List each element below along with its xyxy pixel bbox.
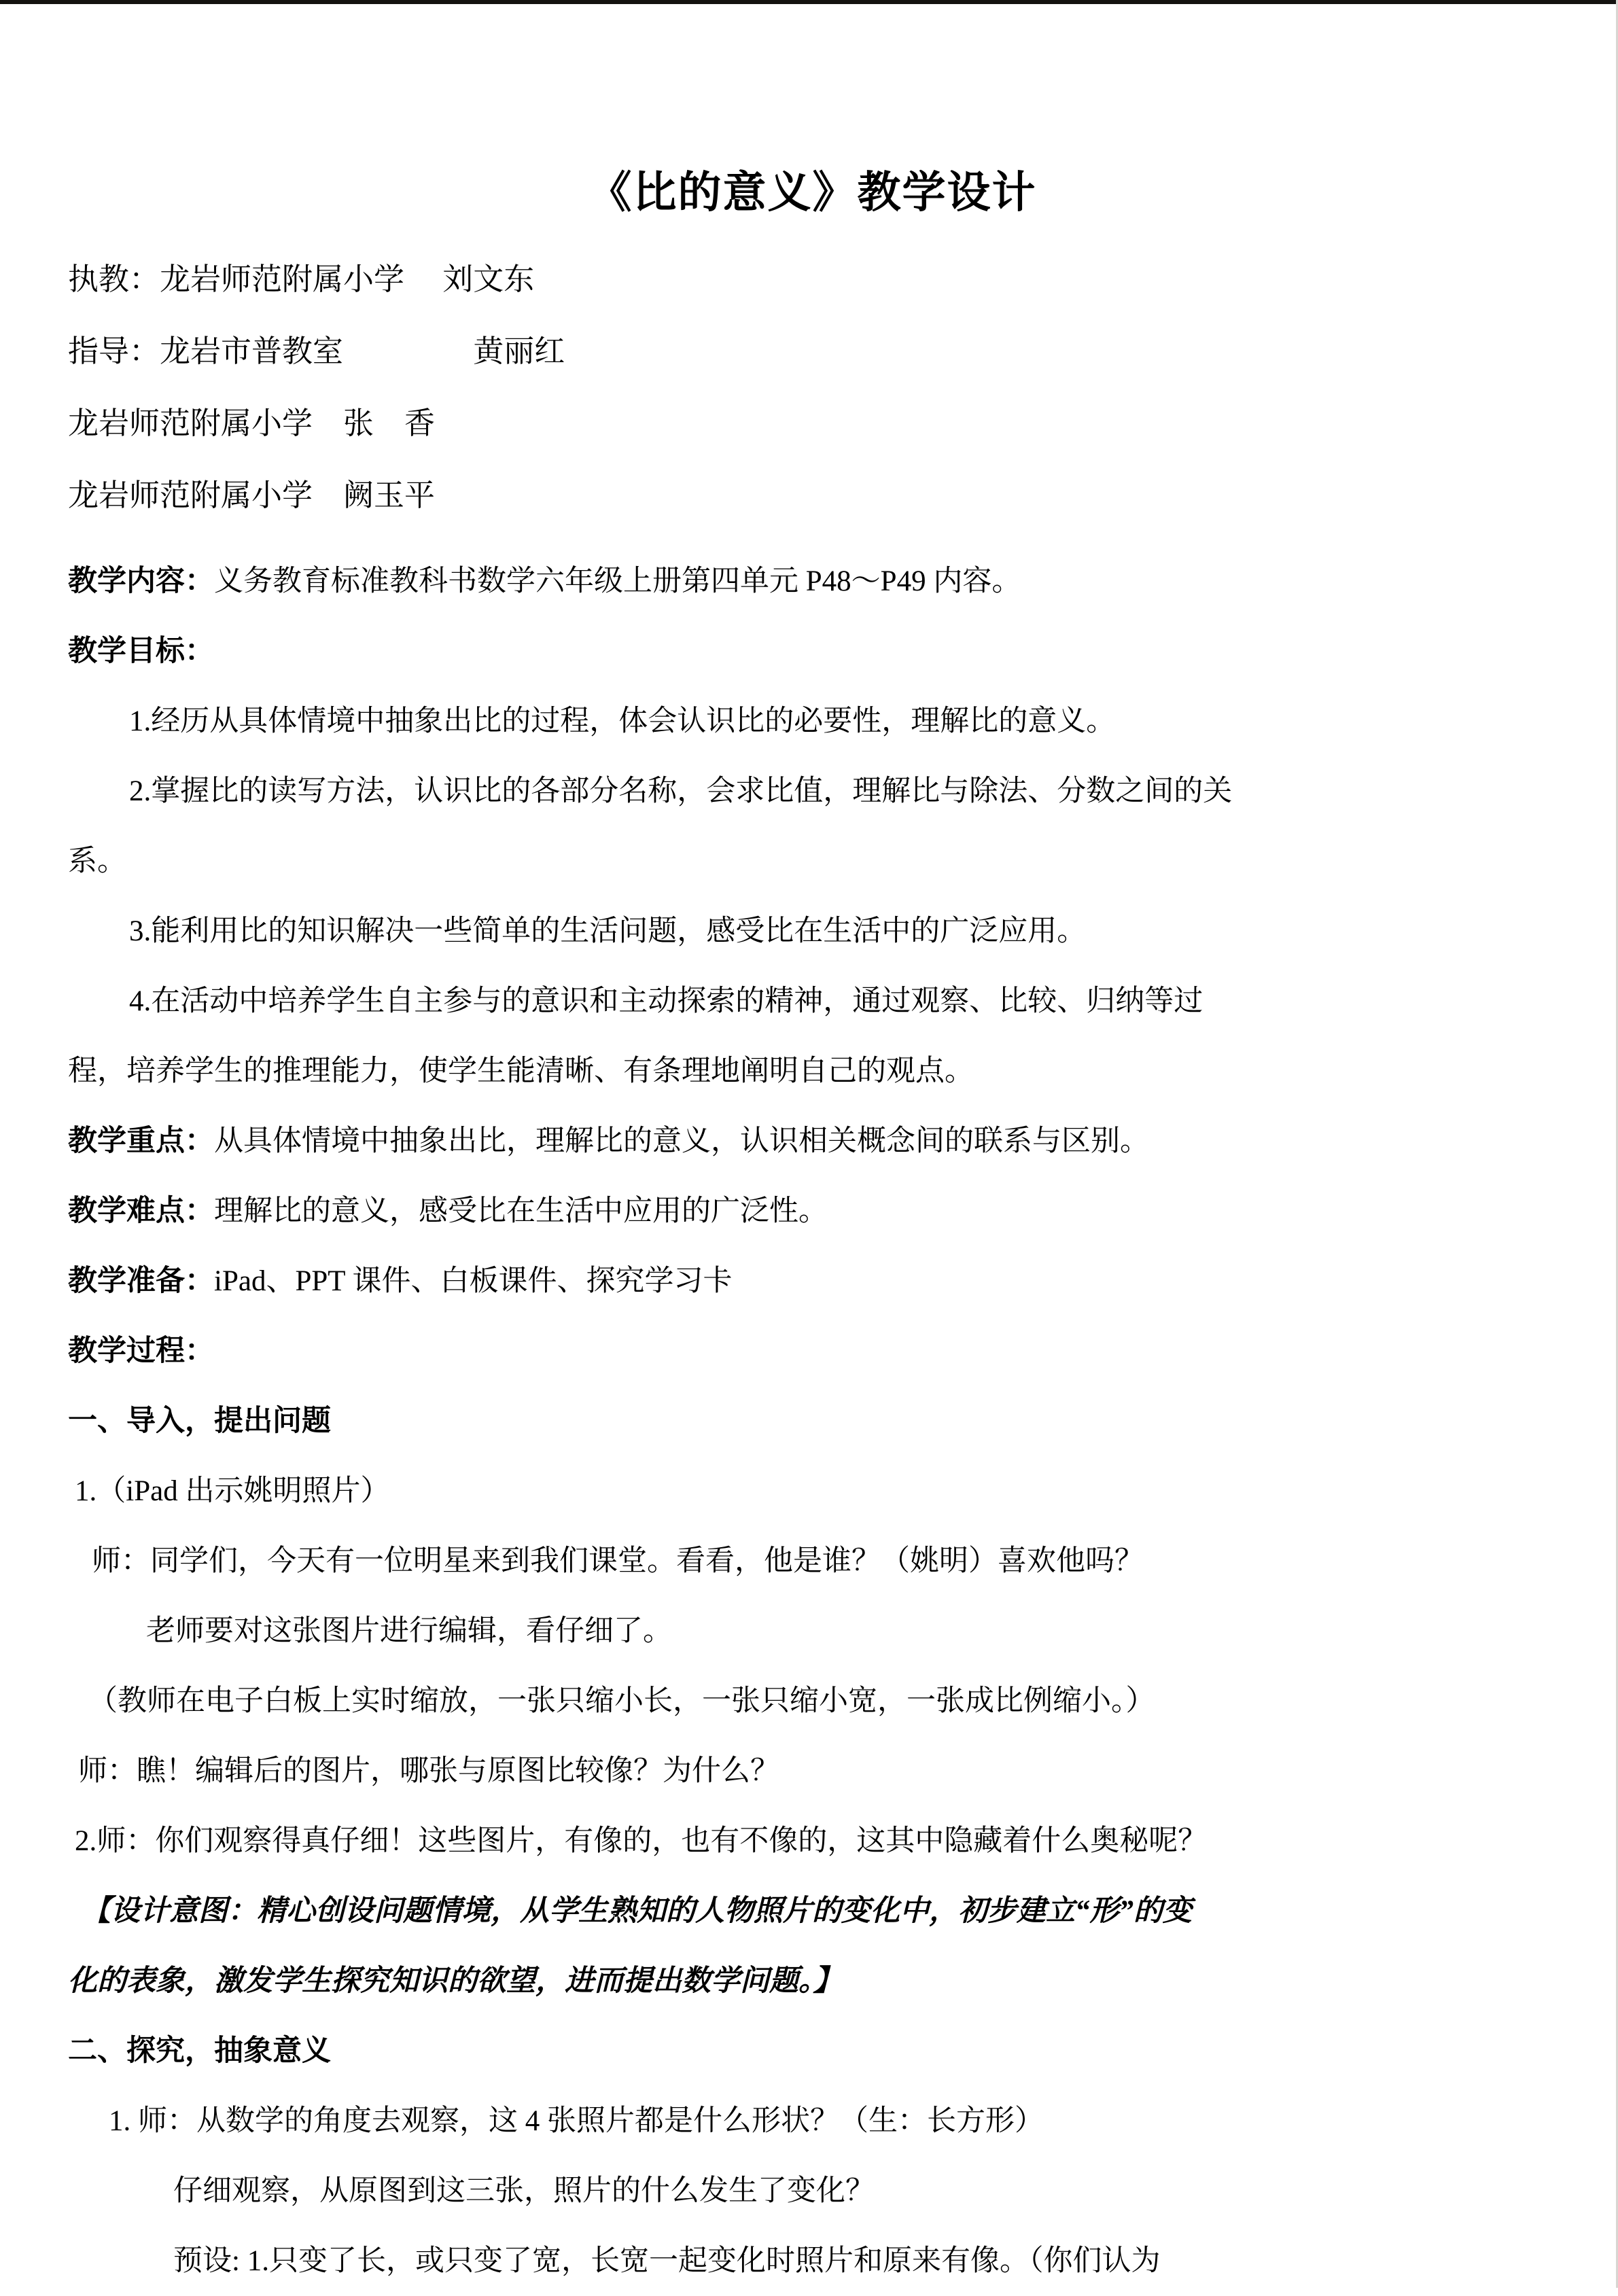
goal-item-4: 4.在活动中培养学生自主参与的意识和主动探索的精神，通过观察、比较、归纳等过 xyxy=(129,985,1203,1017)
section-heading-2: 二、探究，抽象意义 xyxy=(68,2034,331,2067)
document-body xyxy=(68,546,1557,2296)
design-intent-continuation: 化的表象，激发学生探究知识的欲望，进而提出数学问题。】 xyxy=(68,1965,843,1997)
line-teaching-goals xyxy=(68,616,1557,686)
field-label: 教学过程： xyxy=(68,1335,214,1367)
line-teaching-key-points xyxy=(68,1106,1557,1176)
line-teaching-process xyxy=(68,1316,1557,1386)
scan-edge-top xyxy=(0,0,1618,4)
byline-advisor-1: 指导：龙岩市普教室 黄丽红 xyxy=(68,334,565,368)
teacher-dialogue-line: 师：同学们，今天有一位明星来到我们课堂。看看，他是谁？（姚明）喜欢他吗？ xyxy=(92,1545,1144,1577)
goal-item-2: 2.掌握比的读写方法，认识比的各部分名称，会求比值，理解比与除法、分数之间的关 xyxy=(129,775,1233,807)
byline-executor: 执教：龙岩师范附属小学 刘文东 xyxy=(68,262,535,296)
teacher-dialogue-line: 仔细观察，从原图到这三张，照片的什么发生了变化？ xyxy=(173,2175,875,2207)
field-text: 从具体情境中抽象出比，理解比的意义，认识相关概念间的联系与区别。 xyxy=(214,1125,1149,1157)
byline-advisor-3: 龙岩师范附属小学 阙玉平 xyxy=(68,478,436,512)
stage-direction-line: （教师在电子白板上实时缩放，一张只缩小长，一张只缩小宽，一张成比例缩小。） xyxy=(88,1685,1155,1717)
goal-item-3: 3.能利用比的知识解决一些简单的生活问题，感受比在生活中的广泛应用。 xyxy=(129,915,1087,947)
teacher-dialogue-line: 1. 师：从数学的角度去观察，这 4 张照片都是什么形状？（生：长方形） xyxy=(109,2105,1044,2137)
teacher-dialogue-line: 2.师：你们观察得真仔细！这些图片，有像的，也有不像的，这其中隐藏着什么奥秘呢？ xyxy=(75,1825,1208,1857)
field-label: 教学内容： xyxy=(68,565,214,597)
teacher-dialogue-line: 老师要对这张图片进行编辑，看仔细了。 xyxy=(146,1615,672,1647)
goal-item-4-continuation: 程，培养学生的推理能力，使学生能清晰、有条理地阐明自己的观点。 xyxy=(68,1055,974,1087)
design-intent-line: 【设计意图：精心创设问题情境，从学生熟知的人物照片的变化中，初步建立“形”的变 xyxy=(82,1895,1192,1927)
field-label: 教学重点： xyxy=(68,1125,214,1157)
field-text: 理解比的意义，感受比在生活中应用的广泛性。 xyxy=(214,1195,828,1227)
step-line: 1.（iPad 出示姚明照片） xyxy=(75,1475,390,1507)
field-label: 教学难点： xyxy=(68,1195,214,1227)
section-heading-1: 一、导入，提出问题 xyxy=(68,1405,331,1437)
anticipated-answer-line: 预设: 1.只变了长，或只变了宽，长宽一起变化时照片和原来有像。（你们认为 xyxy=(173,2245,1161,2277)
field-label: 教学目标： xyxy=(68,635,214,667)
document-title: 《比的意义》教学设计 xyxy=(588,169,1037,217)
field-text: iPad、PPT 课件、白板课件、探究学习卡 xyxy=(214,1265,733,1297)
teacher-dialogue-line: 师：瞧！编辑后的图片，哪张与原图比较像？为什么？ xyxy=(78,1755,779,1787)
byline-block xyxy=(68,243,1557,531)
line-teaching-difficulties xyxy=(68,1176,1557,1246)
goal-item-2-continuation: 系。 xyxy=(68,845,126,877)
goal-item-1: 1.经历从具体情境中抽象出比的过程，体会认识比的必要性，理解比的意义。 xyxy=(129,705,1116,737)
line-teaching-content xyxy=(68,546,1557,616)
byline-advisor-2: 龙岩师范附属小学 张 香 xyxy=(68,406,436,440)
line-teaching-preparation xyxy=(68,1246,1557,1316)
field-label: 教学准备： xyxy=(68,1265,214,1297)
field-text: 义务教育标准教科书数学六年级上册第四单元 P48～P49 内容。 xyxy=(214,565,1021,597)
